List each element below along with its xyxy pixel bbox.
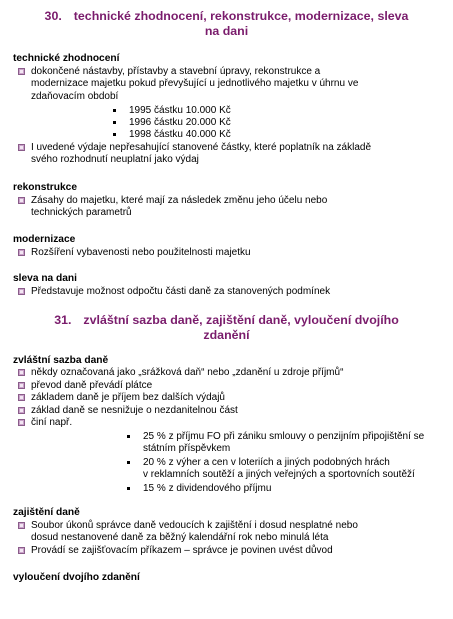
mod-heading: modernizace bbox=[13, 234, 76, 245]
zsd-item-2 bbox=[31, 380, 431, 392]
section-31-number: 31. bbox=[54, 313, 72, 327]
tz-item-1 bbox=[31, 66, 431, 103]
tz-heading: technické zhodnocení bbox=[13, 53, 120, 64]
dot-bullet-icon bbox=[127, 487, 130, 490]
zsd-item-1 bbox=[31, 367, 431, 379]
tz-item-2 bbox=[31, 142, 431, 167]
zaj-item-1-line1: Soubor úkonů správce daně vedoucích k zajištění i dosud nesplatné nebo bbox=[31, 520, 358, 531]
section-30-title-line2: na dani bbox=[204, 24, 249, 38]
square-bullet-icon bbox=[18, 547, 25, 554]
rate-item-2-line1: 20 % z výher a cen v loteriích a jiných podobných hrách bbox=[143, 457, 390, 468]
square-bullet-icon bbox=[18, 394, 25, 401]
section-31-title-text: zvláštní sazba daně, zajištění daně, vyloučení dvojího bbox=[83, 313, 399, 327]
tz-item-1-line2: modernizace majetku pokud převyšující u jednotlivého majetku v úhrnu ve bbox=[31, 78, 359, 90]
zsd-item-text: činí např. bbox=[31, 417, 73, 428]
square-bullet-icon bbox=[18, 419, 25, 426]
dot-bullet-icon bbox=[113, 121, 116, 124]
zsd-item-text: někdy označovaná jako „srážková daň“ nebo „zdanění u zdroje příjmů“ bbox=[31, 367, 344, 378]
rate-item-1-line2: státním příspěvkem bbox=[143, 443, 231, 455]
dot-bullet-icon bbox=[113, 133, 116, 136]
section-30-title-text: technické zhodnocení, rekonstrukce, modernizace, sleva bbox=[73, 9, 409, 23]
square-bullet-icon bbox=[18, 382, 25, 389]
tz-item-2-line1: I uvedené výdaje nepřesahující stanovené částky, které poplatník na základě bbox=[31, 142, 372, 153]
sleva-heading: sleva na dani bbox=[13, 273, 77, 284]
rate-item-1 bbox=[143, 431, 443, 456]
tz-item-1-line3: zdaňovacím období bbox=[31, 90, 119, 102]
square-bullet-icon bbox=[18, 407, 25, 414]
section-31-title-line2: zdanění bbox=[203, 328, 250, 342]
section-31-title-line1 bbox=[0, 313, 453, 328]
section-31-heading bbox=[0, 313, 453, 343]
zsd-item-text: základem daně je příjem bez dalších výdajů bbox=[31, 392, 225, 403]
mod-item bbox=[31, 247, 431, 259]
tz-year-1998 bbox=[129, 129, 231, 141]
square-bullet-icon bbox=[18, 522, 25, 529]
mod-item-text: Rozšíření vybavenosti nebo použitelnosti majetku bbox=[31, 247, 251, 258]
zsd-item-4 bbox=[31, 405, 431, 417]
section-30-title-line1 bbox=[0, 9, 453, 24]
square-bullet-icon bbox=[18, 288, 25, 295]
zaj-item-1 bbox=[31, 520, 431, 545]
rek-item-line1: Zásahy do majetku, které mají za následek změnu jeho účelu nebo bbox=[31, 195, 328, 206]
square-bullet-icon bbox=[18, 369, 25, 376]
tz-year-text: 1996 částku 20.000 Kč bbox=[129, 117, 231, 128]
square-bullet-icon bbox=[18, 68, 25, 75]
square-bullet-icon bbox=[18, 249, 25, 256]
rek-heading: rekonstrukce bbox=[13, 182, 77, 193]
dot-bullet-icon bbox=[127, 461, 130, 464]
zsd-item-text: základ daně se nesnižuje o nezdanitelnou část bbox=[31, 405, 238, 416]
dot-bullet-icon bbox=[113, 109, 116, 112]
dot-bullet-icon bbox=[127, 435, 130, 438]
zsd-item-3 bbox=[31, 392, 431, 404]
zaj-item-1-line2: dosud nestanovené daně za běžný kalendářní rok nebo minulá léta bbox=[31, 532, 329, 544]
zsd-item-text: převod daně převádí plátce bbox=[31, 380, 153, 391]
rate-item-3 bbox=[143, 483, 443, 495]
tz-year-1995 bbox=[129, 105, 231, 117]
tz-item-1-line1: dokončené nástavby, přístavby a stavební úpravy, rekonstrukce a bbox=[31, 66, 321, 77]
zsd-heading: zvláštní sazba daně bbox=[13, 355, 109, 366]
square-bullet-icon bbox=[18, 197, 25, 204]
tz-item-2-line2: svého rozhodnutí neuplatní jako výdaj bbox=[31, 154, 199, 166]
section-30-heading bbox=[0, 9, 453, 39]
section-30-number: 30. bbox=[44, 9, 62, 23]
tz-year-text: 1995 částku 10.000 Kč bbox=[129, 105, 231, 116]
rate-item-1-line1: 25 % z příjmu FO při zániku smlouvy o penzijním připojištění se bbox=[143, 431, 425, 442]
sleva-item-text: Představuje možnost odpočtu části daně za stanovených podmínek bbox=[31, 286, 331, 297]
rek-item bbox=[31, 195, 431, 220]
rate-item-2-line2: v reklamních soutěží a jiných veřejných a sportovních soutěží bbox=[143, 469, 415, 481]
tz-year-1996 bbox=[129, 117, 231, 129]
sleva-item bbox=[31, 286, 431, 298]
zsd-item-5 bbox=[31, 417, 431, 429]
vdz-heading: vyloučení dvojího zdanění bbox=[13, 572, 140, 583]
rate-item-2 bbox=[143, 457, 443, 482]
square-bullet-icon bbox=[18, 144, 25, 151]
rek-item-line2: technických parametrů bbox=[31, 207, 132, 219]
zaj-item-2 bbox=[31, 545, 431, 557]
zaj-item-2-text: Provádí se zajišťovacím příkazem – správce je povinen uvést důvod bbox=[31, 545, 333, 556]
rate-item-3-text: 15 % z dividendového příjmu bbox=[143, 483, 272, 494]
tz-year-text: 1998 částku 40.000 Kč bbox=[129, 129, 231, 140]
zaj-heading: zajištění daně bbox=[13, 507, 80, 518]
